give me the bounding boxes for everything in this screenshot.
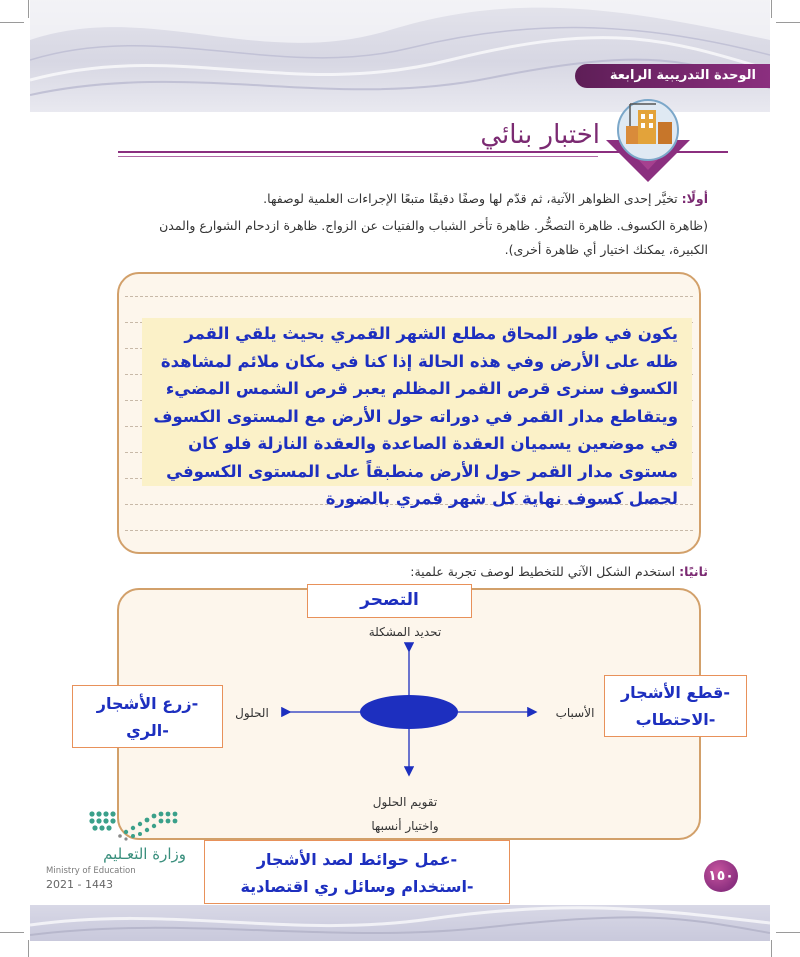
question-one-number: أولًا: — [681, 191, 708, 206]
question-one — [108, 190, 708, 208]
crop-mark — [28, 0, 29, 18]
crop-mark — [776, 22, 800, 23]
ministry-name-english: Ministry of Education — [46, 866, 136, 876]
answer-solutions-line-1: -زرع الأشجار — [96, 694, 199, 713]
page-number: ١٥٠ — [704, 860, 738, 892]
answer-solutions-line-2: -الري — [126, 721, 169, 740]
answer-text[interactable]: يكون في طور المحاق مطلع الشهر القمري بحيث يلقي القمر ظله على الأرض وفي هذه الحالة إذا كنا في مكان ملائم لمشاهدة الكسوف سنرى قرص القمر المظلم يعبر قرص الشمس المضيء ويتقاطع مدار القمر في دوراته حول الأرض مع المستوى الكسوف في موضعين يسميان العقدة الصاعدة والعقدة النازلة فلو كان مستوى مدار القمر حول الأرض منطبقاً على المستوى الكسوفي لحصل كسوف نهاية كل شهر قمري بالضورة — [142, 318, 692, 486]
question-two — [208, 564, 708, 579]
crop-mark — [0, 22, 24, 23]
options-line-2: الكبيرة، يمكنك اختيار أي ظاهرة أخرى). — [504, 242, 708, 257]
question-two-number: ثانيًا: — [679, 564, 708, 579]
answer-evaluation-line-2: -استخدام وسائل ري اقتصادية — [240, 877, 474, 896]
label-define-problem: تحديد المشكلة — [368, 625, 442, 639]
ruled-line — [125, 530, 693, 531]
question-one-prompt: تخيَّر إحدى الظواهر الآتية، ثم قدّم لها وصفًا دقيقًا متبعًا الإجراءات العلمية لوصفها. — [263, 191, 678, 206]
options-line-1: (ظاهرة الكسوف. ظاهرة التصحُّر. ظاهرة تأخر الشباب والفتيات عن الزواج. ظاهرة ازدحام الشوارع والمدن — [159, 218, 708, 233]
crop-mark — [771, 940, 772, 957]
answer-causes[interactable] — [604, 675, 747, 737]
ministry-logo-icon — [86, 806, 182, 842]
answer-causes-line-1: -قطع الأشجار — [620, 683, 731, 702]
label-causes: الأسباب — [555, 706, 595, 720]
question-one-options — [108, 214, 708, 262]
footer-band — [30, 905, 770, 941]
building-icon — [600, 96, 696, 184]
label-evaluate-line-2: واختيار أنسبها — [371, 819, 439, 833]
center-ellipse — [360, 695, 458, 729]
crop-mark — [776, 932, 800, 933]
question-two-prompt: استخدم الشكل الآتي للتخطيط لوصف تجربة علمية: — [410, 564, 676, 579]
answer-evaluation[interactable] — [204, 840, 510, 904]
title-underline-thin — [118, 156, 598, 157]
answer-problem[interactable]: التصحر — [307, 584, 472, 618]
ruled-line — [125, 296, 693, 297]
page-title: اختبار بنائي — [480, 120, 600, 150]
label-solutions: الحلول — [235, 706, 269, 720]
answer-causes-line-2: -الاحتطاب — [635, 710, 716, 729]
answer-evaluation-line-1: -عمل حوائط لصد الأشجار — [256, 850, 458, 869]
label-evaluate-line-1: تقويم الحلول — [372, 795, 438, 809]
footer-wave-decoration — [30, 905, 770, 941]
ministry-year: 2021 - 1443 — [46, 878, 113, 891]
crop-mark — [0, 932, 24, 933]
crop-mark — [28, 940, 29, 957]
ministry-name-arabic: وزارة التعـليم — [103, 845, 186, 863]
unit-label: الوحدة التدريبية الرابعة — [575, 64, 770, 88]
answer-solutions[interactable] — [72, 685, 223, 748]
crop-mark — [771, 0, 772, 18]
label-evaluate-solutions — [330, 790, 480, 838]
